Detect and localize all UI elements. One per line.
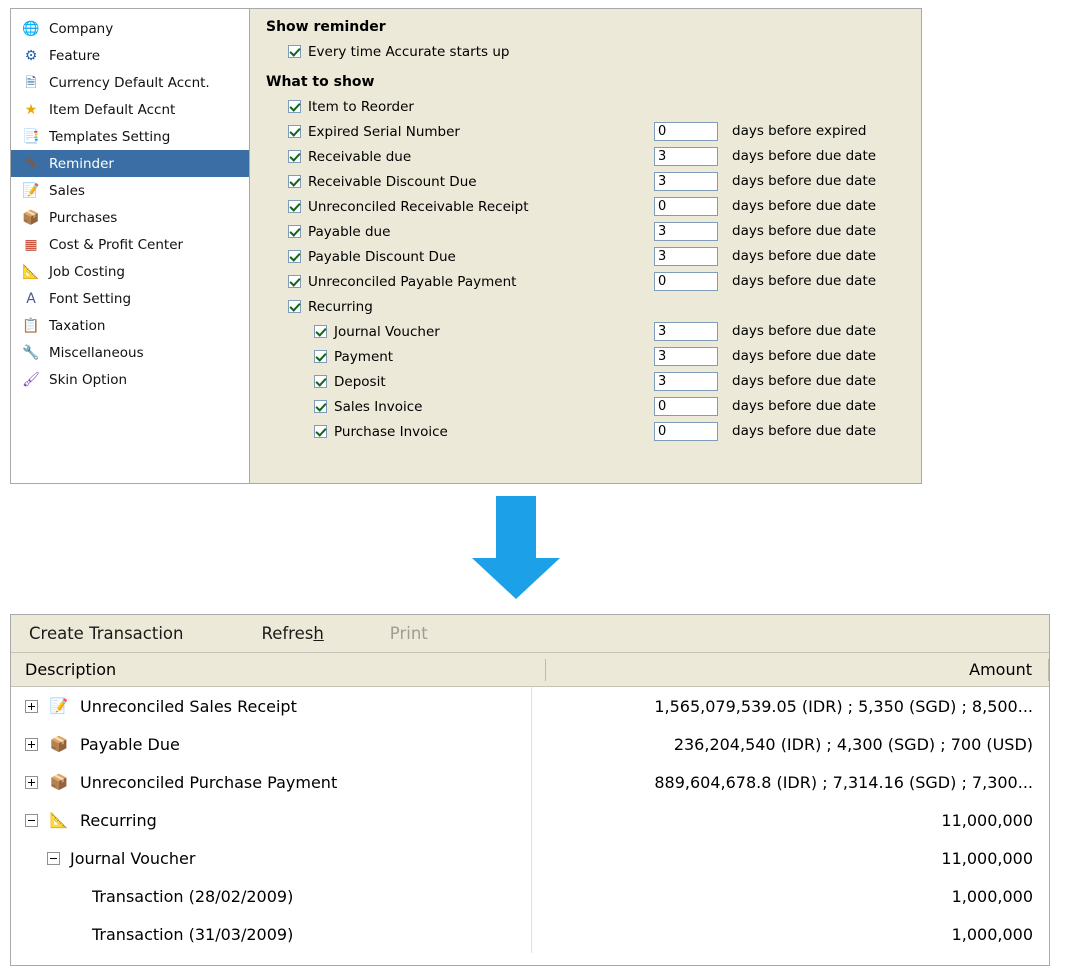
purchases-icon: 📦 xyxy=(22,209,40,226)
sidebar-item-label: Templates Setting xyxy=(49,128,171,145)
currency-icon: 🗎 xyxy=(25,74,37,91)
gear-icon: ⚙ xyxy=(24,47,38,64)
sidebar-item-label: Currency Default Accnt. xyxy=(49,74,210,91)
star-icon: ★ xyxy=(24,101,38,118)
sidebar-item-reminder[interactable] xyxy=(11,150,249,177)
sidebar-item-label: Cost & Profit Center xyxy=(49,236,184,253)
days-unit-label-deposit: days before due date xyxy=(732,373,877,389)
row-amount: 11,000,000 xyxy=(941,848,1033,868)
checkbox-unreconciled-receivable-receipt[interactable] xyxy=(288,200,301,213)
show-reminder-title: Show reminder xyxy=(266,19,386,35)
sidebar-item-label: Job Costing xyxy=(49,263,125,280)
reminder-rows xyxy=(11,687,1049,953)
sidebar-item-feature[interactable] xyxy=(11,42,249,69)
option-label: Receivable Discount Due xyxy=(308,173,477,190)
expander-toggle-icon[interactable] xyxy=(25,776,38,789)
row-amount: 1,565,079,539.05 (IDR) ; 5,350 (SGD) ; 8,500... xyxy=(654,696,1033,716)
option-label: Every time Accurate starts up xyxy=(308,43,510,60)
days-input-payable-due[interactable]: 3 xyxy=(654,222,718,241)
reminder-toolbar xyxy=(11,615,1049,653)
table-row[interactable] xyxy=(11,763,1049,801)
sidebar-item-label: Company xyxy=(49,20,114,37)
option-item-to-reorder[interactable] xyxy=(288,94,921,119)
days-unit-label-unreconciled-receivable-receipt: days before due date xyxy=(732,198,877,214)
option-label: Journal Voucher xyxy=(334,323,440,340)
option-label: Purchase Invoice xyxy=(334,423,448,440)
sidebar-item-job-costing[interactable] xyxy=(11,258,249,285)
option-label: Deposit xyxy=(334,373,386,390)
sidebar-item-label: Font Setting xyxy=(49,290,132,307)
days-unit-label-receivable-discount-due: days before due date xyxy=(732,173,877,189)
sidebar-item-item-default-accnt[interactable] xyxy=(11,96,249,123)
sidebar-item-label: Feature xyxy=(49,47,101,64)
row-amount: 1,000,000 xyxy=(951,924,1033,944)
row-column-divider xyxy=(531,877,532,915)
days-unit-label-payable-discount-due: days before due date xyxy=(732,248,877,264)
down-arrow-icon xyxy=(470,496,562,600)
days-unit-label-payable-due: days before due date xyxy=(732,223,877,239)
row-amount: 236,204,540 (IDR) ; 4,300 (SGD) ; 700 (USD) xyxy=(673,734,1033,754)
table-row[interactable] xyxy=(11,839,1049,877)
checkbox-item-to-reorder[interactable] xyxy=(288,100,301,113)
checkbox-purchase-invoice[interactable] xyxy=(314,425,327,438)
days-unit-label-payment: days before due date xyxy=(732,348,877,364)
days-input-sales-invoice[interactable]: 0 xyxy=(654,397,718,416)
checkbox-sales-invoice[interactable] xyxy=(314,400,327,413)
purchases-icon: 📦 xyxy=(49,735,69,753)
days-unit-label-sales-invoice: days before due date xyxy=(732,398,877,414)
template-icon: 📑 xyxy=(22,128,40,145)
days-input-receivable-discount-due[interactable]: 3 xyxy=(654,172,718,191)
checkbox-receivable-due[interactable] xyxy=(288,150,301,163)
days-unit-label-journal-voucher: days before due date xyxy=(732,323,877,339)
row-description: Transaction (28/02/2009) xyxy=(92,886,294,906)
reminder-settings-pane xyxy=(249,9,921,483)
sidebar-item-miscellaneous[interactable] xyxy=(11,339,249,366)
tools-icon: 🔧 xyxy=(22,344,40,361)
row-column-divider xyxy=(531,725,532,763)
row-description: Recurring xyxy=(80,810,157,830)
sales-icon: 📝 xyxy=(22,182,40,199)
option-label: Expired Serial Number xyxy=(308,123,460,140)
row-amount: 889,604,678.8 (IDR) ; 7,314.16 (SGD) ; 7,300... xyxy=(654,772,1033,792)
reminder-icon: ✎ xyxy=(25,155,37,172)
sidebar-item-label: Sales xyxy=(49,182,85,199)
table-row[interactable] xyxy=(11,687,1049,725)
globe-icon: 🌐 xyxy=(22,20,40,37)
expander-toggle-icon[interactable] xyxy=(25,738,38,751)
preferences-sidebar xyxy=(11,9,249,483)
days-input-expired-serial-number[interactable]: 0 xyxy=(654,122,718,141)
days-input-payment[interactable]: 3 xyxy=(654,347,718,366)
option-recurring[interactable] xyxy=(288,294,921,319)
sidebar-item-templates-setting[interactable] xyxy=(11,123,249,150)
days-unit-label-receivable-due: days before due date xyxy=(732,148,877,164)
sidebar-item-taxation[interactable] xyxy=(11,312,249,339)
purchases-icon: 📦 xyxy=(49,773,69,791)
row-column-divider xyxy=(531,763,532,801)
row-amount: 11,000,000 xyxy=(941,810,1033,830)
list-column-header xyxy=(11,653,1049,687)
column-header-amount[interactable]: Amount xyxy=(969,660,1032,679)
days-input-purchase-invoice[interactable]: 0 xyxy=(654,422,718,441)
column-divider-right[interactable] xyxy=(1048,659,1049,681)
checkbox-payment[interactable] xyxy=(314,350,327,363)
option-label: Receivable due xyxy=(308,148,412,165)
checkbox-every-time-startup[interactable] xyxy=(288,45,301,58)
table-row[interactable] xyxy=(11,915,1049,953)
option-label: Payable Discount Due xyxy=(308,248,456,265)
sidebar-item-label: Reminder xyxy=(49,155,114,172)
sidebar-item-purchases[interactable] xyxy=(11,204,249,231)
sidebar-item-label: Purchases xyxy=(49,209,118,226)
days-unit-label-purchase-invoice: days before due date xyxy=(732,423,877,439)
checkbox-payable-due[interactable] xyxy=(288,225,301,238)
row-indent-spacer xyxy=(69,928,82,941)
checkbox-deposit[interactable] xyxy=(314,375,327,388)
row-description: Payable Due xyxy=(80,734,180,754)
days-input-journal-voucher[interactable]: 3 xyxy=(654,322,718,341)
row-description: Journal Voucher xyxy=(70,848,196,868)
row-description: Unreconciled Sales Receipt xyxy=(80,696,297,716)
days-unit-label-expired-serial-number: days before expired xyxy=(732,123,867,139)
sales-icon: 📝 xyxy=(49,697,69,715)
table-row[interactable] xyxy=(11,801,1049,839)
job-costing-icon: 📐 xyxy=(49,811,69,829)
sidebar-item-font-setting[interactable] xyxy=(11,285,249,312)
skin-icon: 🖌 xyxy=(22,371,40,388)
what-to-show-title: What to show xyxy=(266,74,375,90)
row-column-divider xyxy=(531,915,532,953)
grid-icon: ▦ xyxy=(24,236,38,253)
expander-toggle-icon[interactable] xyxy=(47,852,60,865)
option-label: Unreconciled Receivable Receipt xyxy=(308,198,529,215)
sidebar-item-label: Miscellaneous xyxy=(49,344,144,361)
toolbar-create-transaction[interactable]: Create Transaction xyxy=(29,624,184,643)
checkbox-recurring[interactable] xyxy=(288,300,301,313)
row-description: Transaction (31/03/2009) xyxy=(92,924,294,944)
taxation-icon: 📋 xyxy=(22,317,40,334)
job-costing-icon: 📐 xyxy=(22,263,40,280)
days-input-unreconciled-payable-payment[interactable]: 0 xyxy=(654,272,718,291)
sidebar-item-label: Item Default Accnt xyxy=(49,101,176,118)
reminder-list-window xyxy=(10,614,1050,966)
table-row[interactable] xyxy=(11,725,1049,763)
expander-toggle-icon[interactable] xyxy=(25,814,38,827)
toolbar-refresh[interactable]: Refresh xyxy=(261,624,324,643)
option-label: Recurring xyxy=(308,298,373,315)
days-input-deposit[interactable]: 3 xyxy=(654,372,718,391)
preferences-window xyxy=(10,8,922,484)
checkbox-unreconciled-payable-payment[interactable] xyxy=(288,275,301,288)
table-row[interactable] xyxy=(11,877,1049,915)
sidebar-item-label: Skin Option xyxy=(49,371,128,388)
sidebar-item-cost-profit-center[interactable] xyxy=(11,231,249,258)
sidebar-item-currency-default-accnt[interactable] xyxy=(11,69,249,96)
days-input-receivable-due[interactable]: 3 xyxy=(654,147,718,166)
option-label: Payable due xyxy=(308,223,391,240)
row-amount: 1,000,000 xyxy=(951,886,1033,906)
sidebar-item-skin-option[interactable] xyxy=(11,366,249,393)
toolbar-print: Print xyxy=(389,624,428,643)
sidebar-item-sales[interactable] xyxy=(11,177,249,204)
row-column-divider xyxy=(531,801,532,839)
days-input-payable-discount-due[interactable]: 3 xyxy=(654,247,718,266)
font-icon: A xyxy=(26,290,36,307)
row-indent-spacer xyxy=(69,890,82,903)
row-column-divider xyxy=(531,687,532,725)
checkbox-expired-serial-number[interactable] xyxy=(288,125,301,138)
sidebar-item-label: Taxation xyxy=(49,317,106,334)
option-label: Payment xyxy=(334,348,394,365)
option-label: Unreconciled Payable Payment xyxy=(308,273,517,290)
checkbox-receivable-discount-due[interactable] xyxy=(288,175,301,188)
option-label: Sales Invoice xyxy=(334,398,423,415)
sidebar-item-company[interactable] xyxy=(11,15,249,42)
checkbox-journal-voucher[interactable] xyxy=(314,325,327,338)
column-header-description[interactable]: Description xyxy=(25,660,117,679)
checkbox-payable-discount-due[interactable] xyxy=(288,250,301,263)
row-description: Unreconciled Purchase Payment xyxy=(80,772,338,792)
option-every-time-startup[interactable] xyxy=(288,39,921,64)
expander-toggle-icon[interactable] xyxy=(25,700,38,713)
days-input-unreconciled-receivable-receipt[interactable]: 0 xyxy=(654,197,718,216)
row-column-divider xyxy=(531,839,532,877)
days-unit-label-unreconciled-payable-payment: days before due date xyxy=(732,273,877,289)
option-label: Item to Reorder xyxy=(308,98,414,115)
what-to-show-list xyxy=(266,94,921,444)
